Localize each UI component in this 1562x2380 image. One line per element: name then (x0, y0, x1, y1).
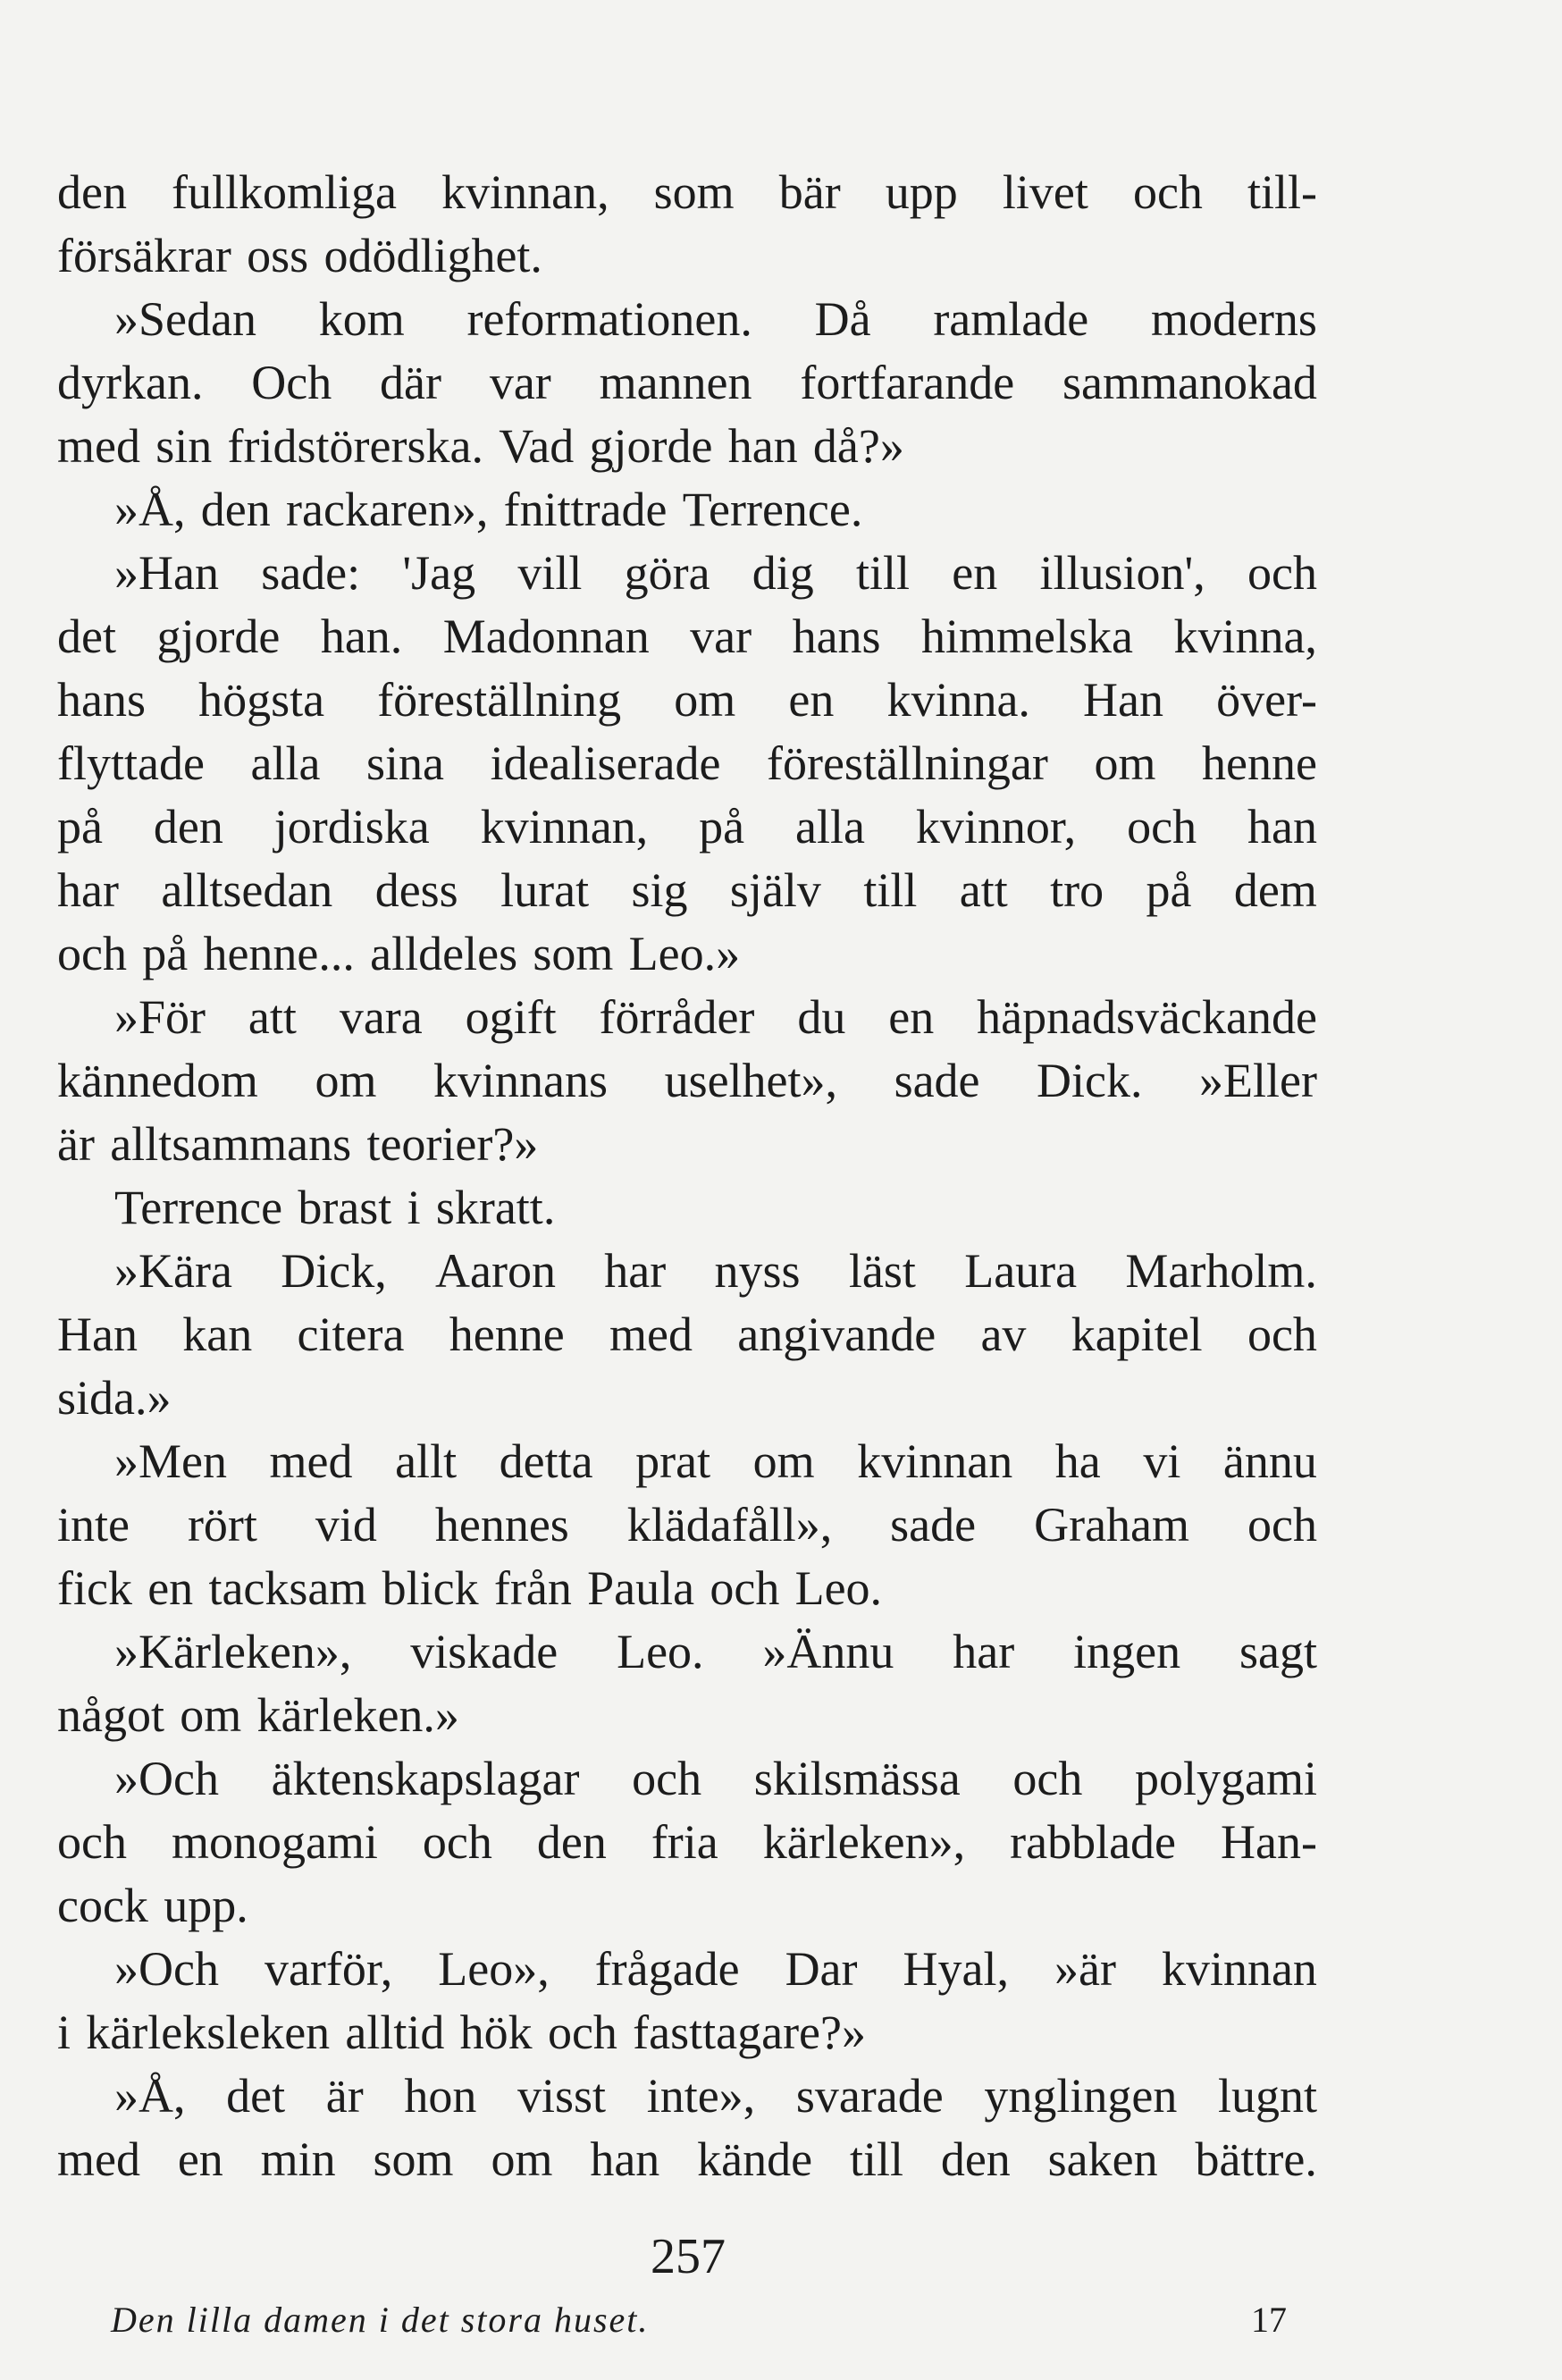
text-line: något om kärleken.» (57, 1688, 459, 1742)
text-line: och på henne... alldeles som Leo.» (57, 927, 741, 980)
text-line: sida.» (57, 1371, 172, 1425)
text-line: försäkrar oss odödlighet. (57, 229, 542, 282)
text-line: »Å, det är hon visst inte», svarade ynglingen lugnt (114, 2069, 1317, 2123)
text-line: »Kära Dick, Aaron har nyss läst Laura Marholm. (114, 1244, 1317, 1298)
text-line: i kärleksleken alltid hök och fasttagare?» (57, 2006, 866, 2059)
text-line: fick en tacksam blick från Paula och Leo. (57, 1561, 883, 1615)
text-line: hans högsta föreställning om en kvinna. Han över- (57, 673, 1317, 727)
text-line: den fullkomliga kvinnan, som bär upp livet och till- (57, 165, 1317, 219)
signature-mark: Den lilla damen i det stora huset. (111, 2300, 650, 2340)
text-line: »Han sade: 'Jag vill göra dig till en illusion', och (114, 546, 1317, 600)
text-line: cock upp. (57, 1879, 248, 1932)
text-line: »Och varför, Leo», frågade Dar Hyal, »är kvinnan (114, 1942, 1317, 1996)
text-line: är alltsammans teorier?» (57, 1117, 539, 1171)
text-line: det gjorde han. Madonnan var hans himmelska kvinna, (57, 610, 1317, 663)
body-text (57, 161, 1317, 2191)
text-line: flyttade alla sina idealiserade föreställningar om henne (57, 736, 1317, 790)
text-line: på den jordiska kvinnan, på alla kvinnor, och han (57, 800, 1317, 854)
text-line: »Och äktenskapslagar och skilsmässa och polygami (114, 1752, 1317, 1805)
page-number: 257 (651, 2229, 726, 2284)
text-line: och monogami och den fria kärleken», rabblade Han- (57, 1815, 1317, 1869)
text-line: »Å, den rackaren», fnittrade Terrence. (114, 483, 863, 536)
text-line: kännedom om kvinnans uselhet», sade Dick. »Eller (57, 1054, 1317, 1107)
text-line: med sin fridstörerska. Vad gjorde han då?» (57, 419, 904, 473)
text-line: »Sedan kom reformationen. Då ramlade moderns (114, 292, 1317, 346)
text-line: Han kan citera henne med angivande av kapitel och (57, 1308, 1317, 1361)
text-line: dyrkan. Och där var mannen fortfarande sammanokad (57, 356, 1317, 409)
sheet-number: 17 (1251, 2300, 1287, 2340)
text-line: »För att vara ogift förråder du en häpnadsväckande (114, 990, 1317, 1044)
text-line: inte rört vid hennes klädafåll», sade Graham och (57, 1498, 1317, 1552)
text-line: »Kärleken», viskade Leo. »Ännu har ingen sagt (114, 1625, 1317, 1678)
text-line: Terrence brast i skratt. (114, 1181, 556, 1234)
text-line: »Men med allt detta prat om kvinnan ha vi ännu (114, 1434, 1317, 1488)
text-line: med en min som om han kände till den saken bättre. (57, 2132, 1317, 2186)
text-line: har alltsedan dess lurat sig själv till att tro på dem (57, 863, 1317, 917)
